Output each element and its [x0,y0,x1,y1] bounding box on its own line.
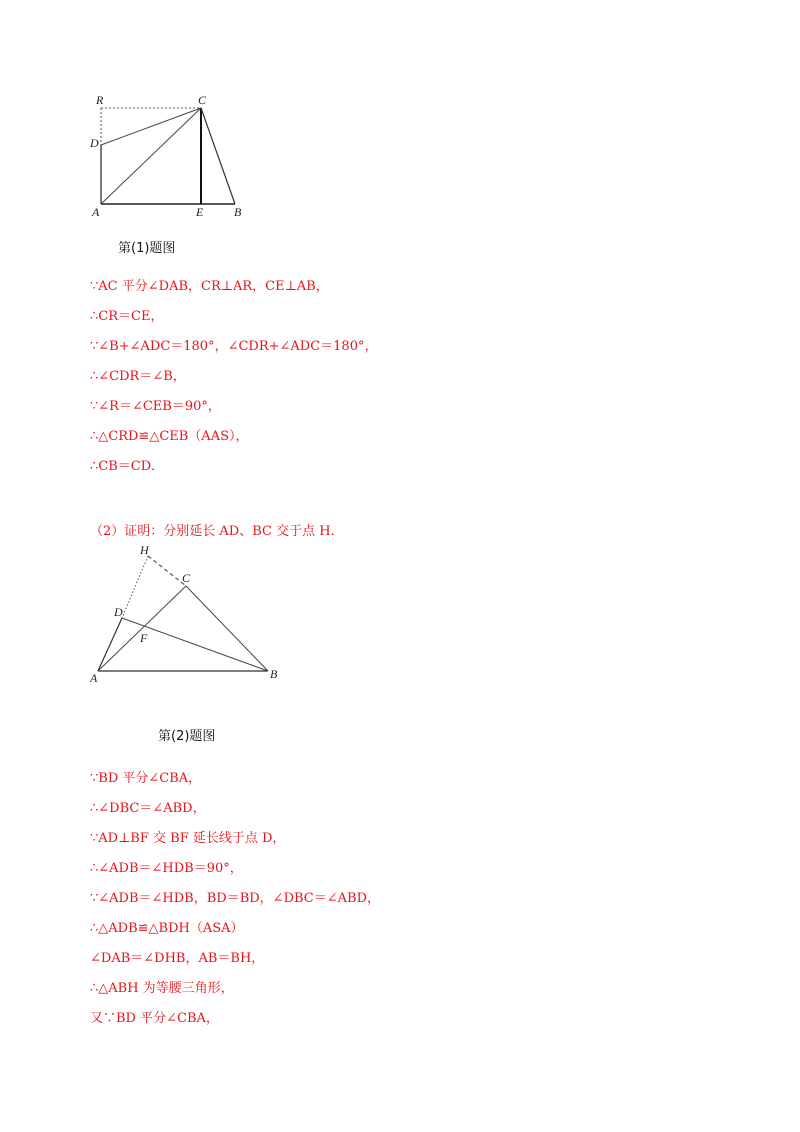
label-b: B [234,205,242,219]
label-r: R [96,93,104,107]
label-c: C [198,93,207,107]
label-b2: B [270,667,278,681]
label-f: F [140,631,148,645]
proof-line: ∠DAB＝∠DHB，AB＝BH， [90,951,265,966]
figure-1-caption: 第(1)题图 [118,241,176,256]
label-a2: A [90,671,98,685]
label-d: D [90,136,99,150]
figure-2-diagram [86,542,286,687]
proof-line: ∴CR＝CE， [90,309,164,324]
label-h: H [140,543,149,557]
proof-line: ∴△CRD≌△CEB（AAS）， [90,429,249,444]
proof-line: ∵BD 平分∠CBA， [90,771,202,786]
figure-2-caption: 第(2)题图 [158,729,216,744]
proof-line: ∵∠B+∠ADC＝180°，∠CDR+∠ADC＝180°， [90,339,378,354]
figure-1 [88,90,258,225]
proof-line: ∴△ABH 为等腰三角形， [90,981,234,996]
proof-line: ∵AD⊥BF 交 BF 延长线于点 D， [90,831,286,846]
proof-line: ∵AC 平分∠DAB，CR⊥AR，CE⊥AB， [90,279,329,294]
proof-line: ∴∠CDR＝∠B， [90,369,186,384]
part-2-intro: （2）证明：分别延长 AD、BC 交于点 H. [90,524,335,539]
proof-line: ∴△ADB≌△BDH（ASA） [90,921,244,936]
figure-2 [86,542,286,687]
proof-line: ∵∠R＝∠CEB＝90°， [90,399,221,414]
proof-line: ∴∠DBC＝∠ABD， [90,801,206,816]
figure-1-diagram [88,90,258,225]
label-d2: D [114,605,123,619]
proof-line: ∴∠ADB＝∠HDB＝90°， [90,861,243,876]
proof-line: 又∵BD 平分∠CBA， [90,1011,219,1026]
label-c2: C [182,571,191,585]
label-e: E [196,205,204,219]
label-a: A [92,205,100,219]
proof-line: ∴CB＝CD． [90,459,165,474]
proof-line: ∵∠ADB＝∠HDB，BD＝BD，∠DBC＝∠ABD， [90,891,380,906]
